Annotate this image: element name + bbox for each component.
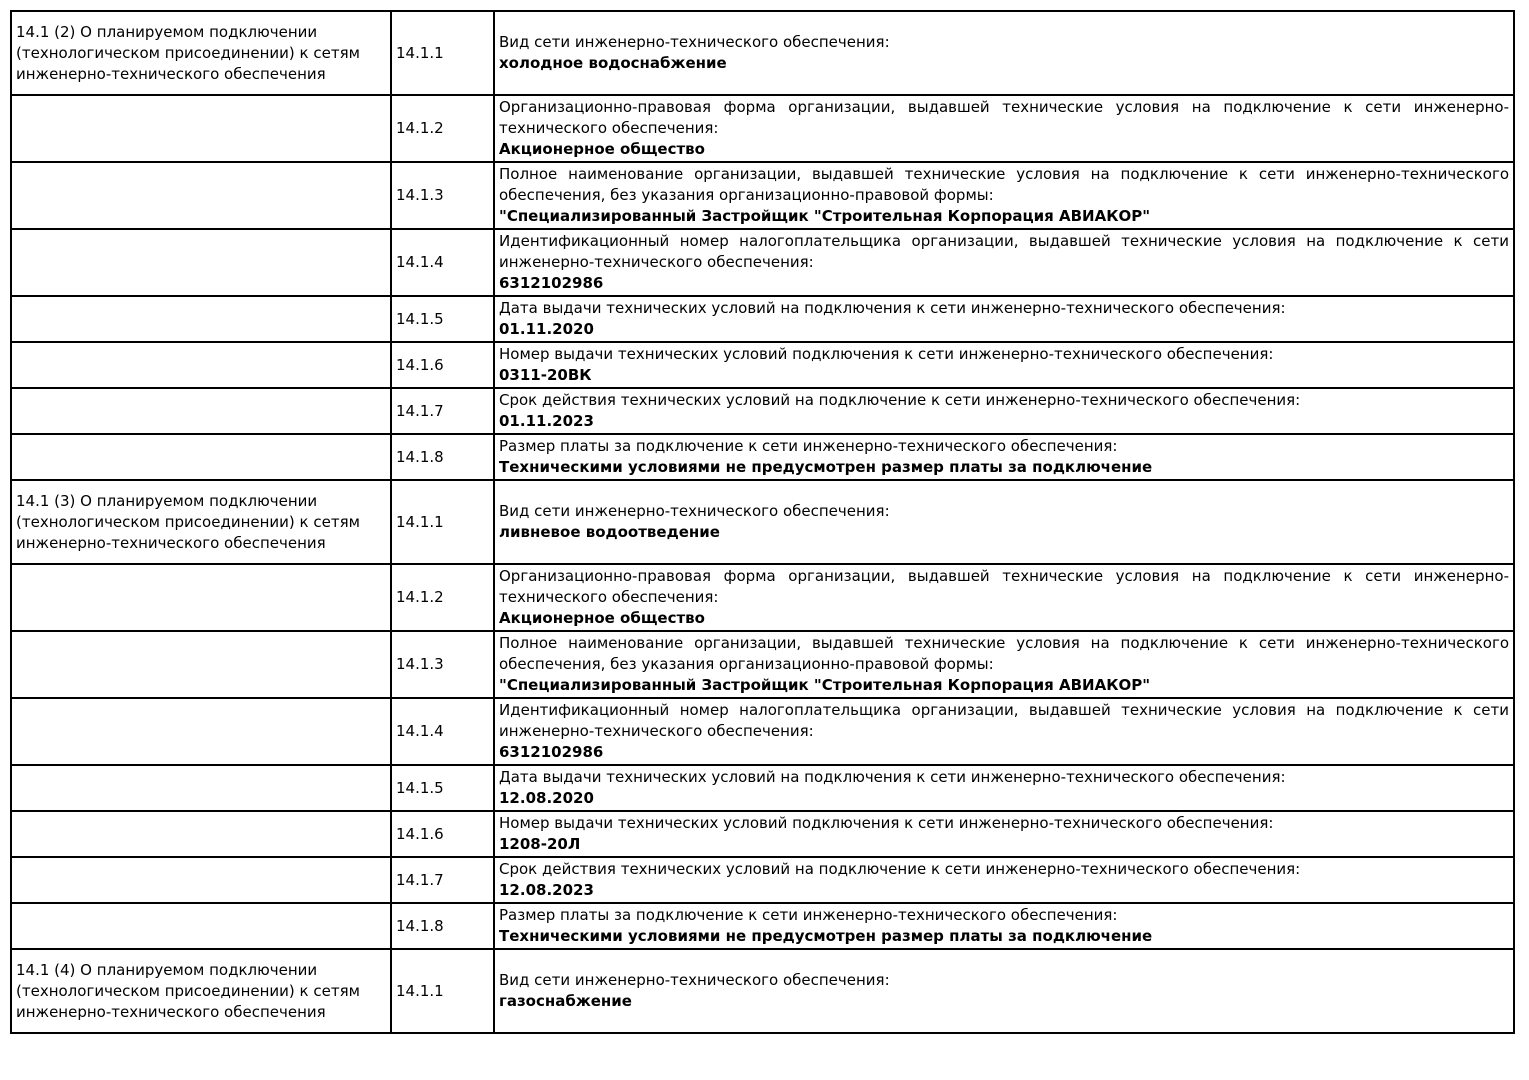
table-row: [11, 434, 1514, 480]
section-label-cell-empty: [11, 903, 391, 949]
content-cell: [494, 480, 1514, 564]
table-row: [11, 857, 1514, 903]
section-label-cell-empty: [11, 811, 391, 857]
item-number-cell: [391, 564, 494, 631]
item-number: 14.1.1: [396, 512, 444, 531]
table-row: [11, 296, 1514, 342]
field-value: 01.11.2020: [499, 320, 594, 338]
section-label-cell-empty: [11, 162, 391, 229]
item-number: 14.1.8: [396, 447, 444, 466]
item-number-cell: [391, 11, 494, 95]
section-label: 14.1 (3) О планируемом подключении (технологическом присоединении) к сетям инженерно-технического обеспечения: [16, 491, 360, 552]
section-label-cell-empty: [11, 229, 391, 296]
item-number: 14.1.6: [396, 824, 444, 843]
section-label-cell-empty: [11, 857, 391, 903]
content-cell: [494, 296, 1514, 342]
field-label: Размер платы за подключение к сети инженерно-технического обеспечения:: [499, 437, 1118, 455]
field-value: "Специализированный Застройщик "Строительная Корпорация АВИАКОР": [499, 676, 1151, 694]
section-label-cell-empty: [11, 296, 391, 342]
item-number: 14.1.8: [396, 916, 444, 935]
content-cell: [494, 765, 1514, 811]
table-row: [11, 903, 1514, 949]
field-value: "Специализированный Застройщик "Строительная Корпорация АВИАКОР": [499, 207, 1151, 225]
field-label: Полное наименование организации, выдавшей технические условия на подключение к сети инженерно-технического обеспечения, без указания организационно-правовой формы:: [499, 634, 1509, 673]
section-label-cell-empty: [11, 564, 391, 631]
item-number-cell: [391, 229, 494, 296]
table-row: [11, 564, 1514, 631]
item-number: 14.1.1: [396, 43, 444, 62]
table-row: [11, 811, 1514, 857]
content-cell: [494, 903, 1514, 949]
field-label: Вид сети инженерно-технического обеспечения:: [499, 33, 890, 51]
item-number-cell: [391, 388, 494, 434]
declaration-table: [10, 10, 1515, 1034]
item-number-cell: [391, 949, 494, 1033]
item-number: 14.1.4: [396, 722, 444, 740]
field-label: Вид сети инженерно-технического обеспечения:: [499, 502, 890, 520]
table-row: [11, 388, 1514, 434]
section-label-cell: [11, 11, 391, 95]
section-label-cell-empty: [11, 342, 391, 388]
content-cell: [494, 229, 1514, 296]
table-row: [11, 631, 1514, 698]
section-label-cell: [11, 949, 391, 1033]
field-value: 0311-20ВК: [499, 366, 592, 384]
item-number: 14.1.2: [396, 588, 444, 606]
table-row: [11, 765, 1514, 811]
content-cell: [494, 162, 1514, 229]
section-label-cell: [11, 480, 391, 564]
item-number: 14.1.7: [396, 401, 444, 420]
section-label-cell-empty: [11, 765, 391, 811]
item-number: 14.1.1: [396, 981, 444, 1000]
content-cell: [494, 857, 1514, 903]
item-number: 14.1.5: [396, 309, 444, 328]
field-label: Организационно-правовая форма организации, выдавшей технические условия на подключение к сети инженерно-технического обеспечения:: [499, 98, 1509, 137]
item-number-cell: [391, 162, 494, 229]
item-number-cell: [391, 480, 494, 564]
field-value: 6312102986: [499, 743, 604, 761]
table-row: [11, 342, 1514, 388]
table-row: [11, 698, 1514, 765]
field-value: ливневое водоотведение: [499, 523, 720, 541]
item-number-cell: [391, 342, 494, 388]
field-value: 01.11.2023: [499, 412, 594, 430]
field-label: Номер выдачи технических условий подключения к сети инженерно-технического обеспечения:: [499, 814, 1274, 832]
section-label: 14.1 (2) О планируемом подключении (технологическом присоединении) к сетям инженерно-технического обеспечения: [16, 22, 360, 83]
field-label: Полное наименование организации, выдавшей технические условия на подключение к сети инженерно-технического обеспечения, без указания организационно-правовой формы:: [499, 165, 1509, 204]
field-value: 12.08.2023: [499, 881, 594, 899]
table-row: [11, 11, 1514, 95]
field-value: 12.08.2020: [499, 789, 594, 807]
content-cell: [494, 698, 1514, 765]
section-label-cell-empty: [11, 388, 391, 434]
field-label: Срок действия технических условий на подключение к сети инженерно-технического обеспечения:: [499, 860, 1301, 878]
table-row: [11, 229, 1514, 296]
item-number: 14.1.7: [396, 870, 444, 889]
item-number-cell: [391, 903, 494, 949]
item-number: 14.1.2: [396, 119, 444, 137]
declaration-table-body: [11, 11, 1514, 1033]
content-cell: [494, 811, 1514, 857]
content-cell: [494, 564, 1514, 631]
content-cell: [494, 434, 1514, 480]
item-number: 14.1.3: [396, 186, 444, 204]
field-value: холодное водоснабжение: [499, 54, 727, 72]
item-number: 14.1.3: [396, 655, 444, 673]
field-value: Акционерное общество: [499, 140, 705, 158]
item-number-cell: [391, 811, 494, 857]
field-value: Техническими условиями не предусмотрен размер платы за подключение: [499, 927, 1153, 945]
field-value: Акционерное общество: [499, 609, 705, 627]
field-label: Дата выдачи технических условий на подключения к сети инженерно-технического обеспечения:: [499, 768, 1286, 786]
field-label: Организационно-правовая форма организации, выдавшей технические условия на подключение к сети инженерно-технического обеспечения:: [499, 567, 1509, 606]
field-label: Номер выдачи технических условий подключения к сети инженерно-технического обеспечения:: [499, 345, 1274, 363]
item-number-cell: [391, 698, 494, 765]
item-number: 14.1.6: [396, 355, 444, 374]
field-label: Дата выдачи технических условий на подключения к сети инженерно-технического обеспечения:: [499, 299, 1286, 317]
field-label: Вид сети инженерно-технического обеспечения:: [499, 971, 890, 989]
content-cell: [494, 11, 1514, 95]
content-cell: [494, 342, 1514, 388]
field-value: Техническими условиями не предусмотрен размер платы за подключение: [499, 458, 1153, 476]
item-number: 14.1.5: [396, 778, 444, 797]
content-cell: [494, 631, 1514, 698]
item-number-cell: [391, 765, 494, 811]
section-label-cell-empty: [11, 434, 391, 480]
table-row: [11, 95, 1514, 162]
item-number-cell: [391, 95, 494, 162]
field-label: Идентификационный номер налогоплательщика организации, выдавшей технические условия на подключение к сети инженерно-технического обеспечения:: [499, 232, 1509, 271]
table-row: [11, 480, 1514, 564]
content-cell: [494, 949, 1514, 1033]
field-label: Идентификационный номер налогоплательщика организации, выдавшей технические условия на подключение к сети инженерно-технического обеспечения:: [499, 701, 1509, 740]
item-number-cell: [391, 857, 494, 903]
table-row: [11, 949, 1514, 1033]
field-value: 1208-20Л: [499, 835, 581, 853]
field-value: 6312102986: [499, 274, 604, 292]
section-label-cell-empty: [11, 631, 391, 698]
section-label-cell-empty: [11, 698, 391, 765]
item-number-cell: [391, 434, 494, 480]
item-number: 14.1.4: [396, 253, 444, 271]
section-label-cell-empty: [11, 95, 391, 162]
field-label: Срок действия технических условий на подключение к сети инженерно-технического обеспечения:: [499, 391, 1301, 409]
item-number-cell: [391, 631, 494, 698]
field-value: газоснабжение: [499, 992, 632, 1010]
section-label: 14.1 (4) О планируемом подключении (технологическом присоединении) к сетям инженерно-технического обеспечения: [16, 960, 360, 1021]
content-cell: [494, 95, 1514, 162]
field-label: Размер платы за подключение к сети инженерно-технического обеспечения:: [499, 906, 1118, 924]
table-row: [11, 162, 1514, 229]
item-number-cell: [391, 296, 494, 342]
content-cell: [494, 388, 1514, 434]
